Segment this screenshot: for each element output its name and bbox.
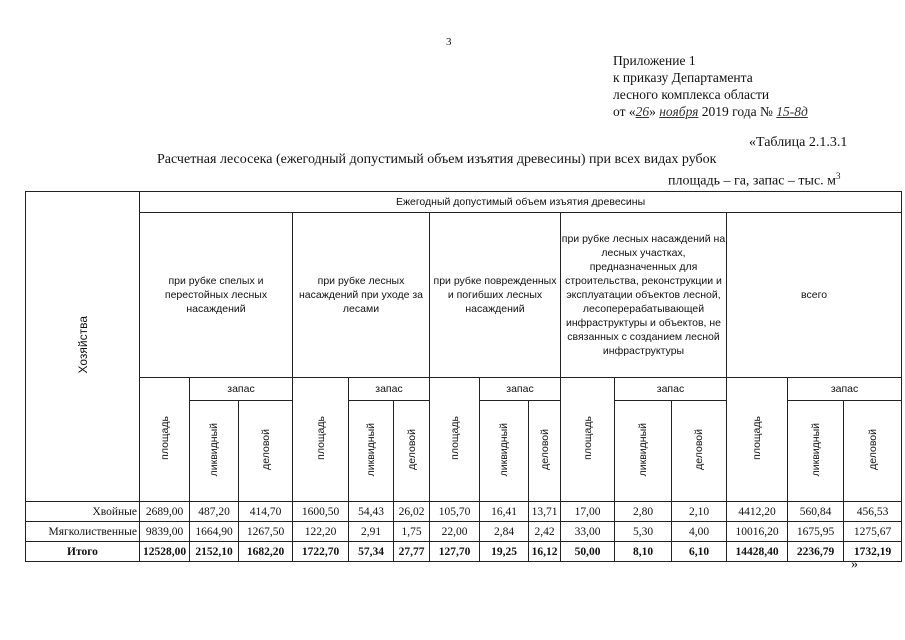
table-cell: 487,20: [190, 502, 239, 522]
table-cell: 2,84: [480, 522, 529, 542]
table-cell: 2236,79: [788, 542, 844, 562]
top-header: Ежегодный допустимый объем изъятия древесины: [140, 192, 902, 213]
table-cell: 4412,20: [727, 502, 788, 522]
group-header-total: всего: [727, 213, 902, 378]
year-text: 2019 года №: [698, 104, 777, 119]
units-text: площадь – га, запас – тыс. м: [668, 173, 837, 189]
area-header-5: площадь: [727, 378, 788, 502]
table-cell: 26,02: [394, 502, 430, 522]
table-cell: 2152,10: [190, 542, 239, 562]
stock-header-2: запас: [349, 378, 430, 401]
appendix-line-3: лесного комплекса области: [613, 87, 770, 102]
table-cell: 4,00: [672, 522, 727, 542]
table-cell: 1732,19: [844, 542, 902, 562]
area-header-4: площадь: [561, 378, 615, 502]
table-cell: 33,00: [561, 522, 615, 542]
table-cell: 16,41: [480, 502, 529, 522]
table-cell: 2,91: [349, 522, 394, 542]
table-cell: 127,70: [430, 542, 480, 562]
group-header-mature: при рубке спелых и перестойных лесных насаждений: [140, 213, 293, 378]
row-label: Хвойные: [26, 502, 140, 522]
table-row-softwood: [26, 522, 902, 542]
table-cell: 1722,70: [293, 542, 349, 562]
stock-header-3: запас: [480, 378, 561, 401]
liquid-header-2: ликвидный: [349, 401, 394, 502]
appendix-line-1: Приложение 1: [613, 53, 696, 68]
table-cell: 1682,20: [239, 542, 293, 562]
handwritten-month: ноября: [659, 104, 699, 119]
appendix-line-4: [613, 103, 808, 120]
table-cell: 1675,95: [788, 522, 844, 542]
table-row-total: [26, 542, 902, 562]
row-label: Мягколиственные: [26, 522, 140, 542]
group-header-damaged: при рубке поврежденных и погибших лесных насаждений: [430, 213, 561, 378]
liquid-header-5: ликвидный: [788, 401, 844, 502]
table-cell: 50,00: [561, 542, 615, 562]
business-header-4: деловой: [672, 401, 727, 502]
appendix-line-2: к приказу Департамента: [613, 70, 753, 85]
table-cell: 1,75: [394, 522, 430, 542]
table-cell: 2,80: [615, 502, 672, 522]
appendix-block: [613, 52, 808, 120]
stock-header-4: запас: [615, 378, 727, 401]
page-number: 3: [446, 36, 452, 48]
handwritten-day: 26: [635, 104, 650, 119]
liquid-header-4: ликвидный: [615, 401, 672, 502]
table-cell: 2689,00: [140, 502, 190, 522]
allowable-cut-table: [25, 191, 902, 562]
area-header-1: площадь: [140, 378, 190, 502]
table-cell: 1664,90: [190, 522, 239, 542]
group-header-tending: при рубке лесных насаждений при уходе за лесами: [293, 213, 430, 378]
document-title: Расчетная лесосека (ежегодный допустимый объем изъятия древесины) при всех видах рубок: [157, 152, 717, 167]
table-cell: 1275,67: [844, 522, 902, 542]
handwritten-order-number: 15-8д: [776, 104, 808, 119]
table-cell: 456,53: [844, 502, 902, 522]
table-cell: 122,20: [293, 522, 349, 542]
row-header-cell: [26, 192, 140, 502]
units-note: [668, 171, 841, 190]
table-cell: 414,70: [239, 502, 293, 522]
table-cell: 9839,00: [140, 522, 190, 542]
business-header-1: деловой: [239, 401, 293, 502]
table-cell: 2,10: [672, 502, 727, 522]
business-header-2: деловой: [394, 401, 430, 502]
closing-quote: »: [851, 557, 858, 572]
table-id: «Таблица 2.1.3.1: [749, 135, 848, 150]
liquid-header-3: ликвидный: [480, 401, 529, 502]
table-cell: 17,00: [561, 502, 615, 522]
table-row-conifers: [26, 502, 902, 522]
table-cell: 22,00: [430, 522, 480, 542]
table-cell: 27,77: [394, 542, 430, 562]
table-cell: 57,34: [349, 542, 394, 562]
business-header-3: деловой: [529, 401, 561, 502]
table-cell: 10016,20: [727, 522, 788, 542]
stock-header-1: запас: [190, 378, 293, 401]
table-cell: 12528,00: [140, 542, 190, 562]
table-cell: 560,84: [788, 502, 844, 522]
row-header-label: Хозяйства: [75, 316, 90, 374]
business-header-5: деловой: [844, 401, 902, 502]
liquid-header-1: ликвидный: [190, 401, 239, 502]
table-cell: 5,30: [615, 522, 672, 542]
table-cell: 16,12: [529, 542, 561, 562]
units-superscript: 3: [836, 171, 841, 181]
row-label: Итого: [26, 542, 140, 562]
stock-header-5: запас: [788, 378, 902, 401]
table-cell: 2,42: [529, 522, 561, 542]
date-prefix: от «: [613, 104, 636, 119]
area-header-2: площадь: [293, 378, 349, 502]
table-cell: 13,71: [529, 502, 561, 522]
table-cell: 8,10: [615, 542, 672, 562]
table-cell: 1600,50: [293, 502, 349, 522]
table-cell: 14428,40: [727, 542, 788, 562]
table-cell: 19,25: [480, 542, 529, 562]
date-mid: »: [649, 104, 660, 119]
table-cell: 6,10: [672, 542, 727, 562]
table-cell: 1267,50: [239, 522, 293, 542]
table-cell: 54,43: [349, 502, 394, 522]
table-cell: 105,70: [430, 502, 480, 522]
area-header-3: площадь: [430, 378, 480, 502]
group-header-construction: при рубке лесных насаждений на лесных участках, предназначенных для строительства, реконструкции и эксплуатации объектов лесной, лесоперерабатывающей инфраструктуры и объектов, не связанных с созданием лесной инфраструктуры: [561, 213, 727, 378]
